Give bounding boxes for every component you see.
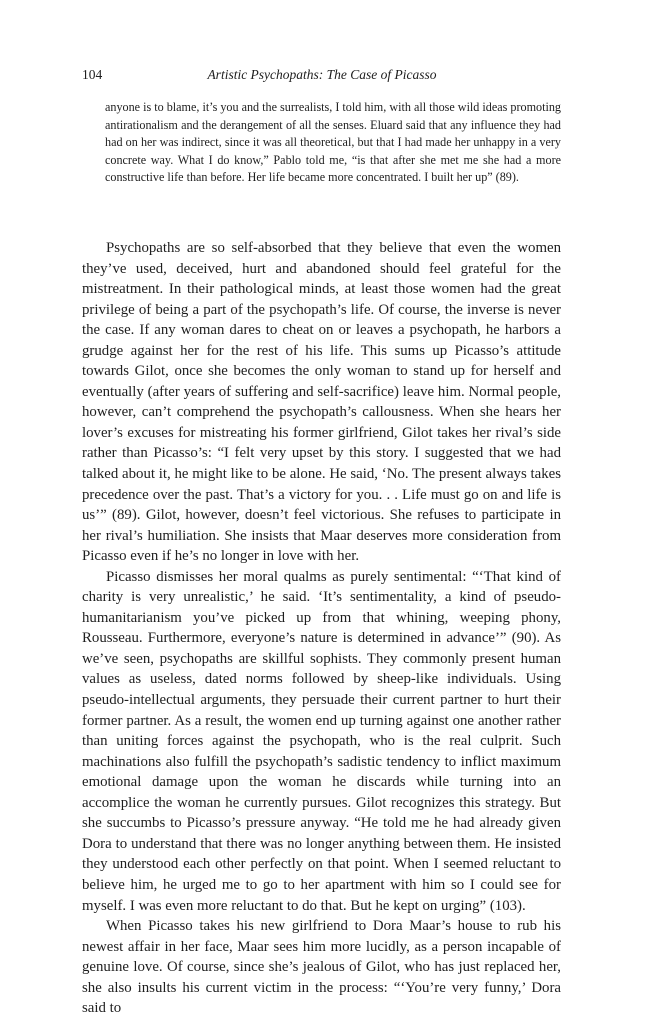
paragraph: Picasso dismisses her moral qualms as purely sentimental: “‘That kind of charity is very unrealistic,’ he said. ‘It’s sentimentality, a kind of pseudo-humanitarianism you’ve picked up from that whining, weeping phony, Rousseau. Furthermore, everyone’s nature is determined in advance’” (90). As we’ve seen, psychopaths are skillful sophists. They commonly present human values as useless, dated norms followed by sheep-like individuals. Using pseudo-intellectual arguments, they persuade their current partner to hurt their former partner. As a result, the women end up turning against one another rather than uniting forces against the psychopath, who is the real culprit. Such machinations also fulfill the psychopath’s sadistic tendency to inflict maximum emotional damage upon the woman he discards while turning into an accomplice the woman he currently pursues. Gilot recognizes this strategy. But she succumbs to Picasso’s pressure anyway. “He told me he had already given Dora to understand that there was no longer anything between them. He insisted they understood each other perfectly on that point. When I seemed reluctant to believe him, he urged me to go to her apartment with him so I could see for myself. I was even more reluctant to do that. But he kept on urging” (103). — [82, 568, 561, 914]
page-number: 104 — [82, 67, 103, 82]
running-title: Artistic Psychopaths: The Case of Picasso — [207, 67, 437, 82]
paragraph: When Picasso takes his new girlfriend to Dora Maar’s house to rub his newest affair in her face, Maar sees him more lucidly, as a person incapable of genuine love. Of course, since she’s jealous of Gilot, who has just replaced her, she also insults his current victim in the process: “‘You’re very funny,’ Dora said to — [82, 918, 561, 1017]
running-head — [82, 67, 562, 85]
body-text — [82, 238, 561, 1019]
paragraph: Psychopaths are so self-absorbed that they believe that even the women they’ve used, deceived, hurt and abandoned should feel grateful for the mistreatment. In their pathological minds, at least those women had the great privilege of being a part of the psychopath’s life. Of course, the inverse is never the case. If any woman dares to cheat on or leaves a psychopath, he harbors a grudge against her for the rest of his life. This sums up Picasso’s attitude towards Gilot, once she becomes the only woman to stand up for herself and eventually (after years of suffering and self-sacrifice) leave him. Normal people, however, can’t comprehend the psychopath’s callousness. When she hears her lover’s excuses for mistreating his former girlfriend, Gilot takes her rival’s side rather than Picasso’s: “I felt very upset by this story. I suggested that we had talked about it, he might like to be alone. He said, ‘No. The present always takes precedence over the past. That’s a victory for you. . . Life must go on and life is us’” (89). Gilot, however, doesn’t feel victorious. She refuses to participate in her rival’s humiliation. She insists that Maar deserves more consideration from Picasso even if he’s no longer in love with her. — [82, 240, 561, 565]
block-quote: anyone is to blame, it’s you and the surrealists, I told him, with all those wild ideas promoting antirationalism and the derangement of all the senses. Eluard said that any influence they had had on her was indirect, since it was all theoretical, but that I had made her unhappy in a very concrete way. What I do know,” Pablo told me, “is that after she met me she had a more constructive life than before. Her life became more concentrated. I built her up” (89). — [105, 100, 561, 185]
